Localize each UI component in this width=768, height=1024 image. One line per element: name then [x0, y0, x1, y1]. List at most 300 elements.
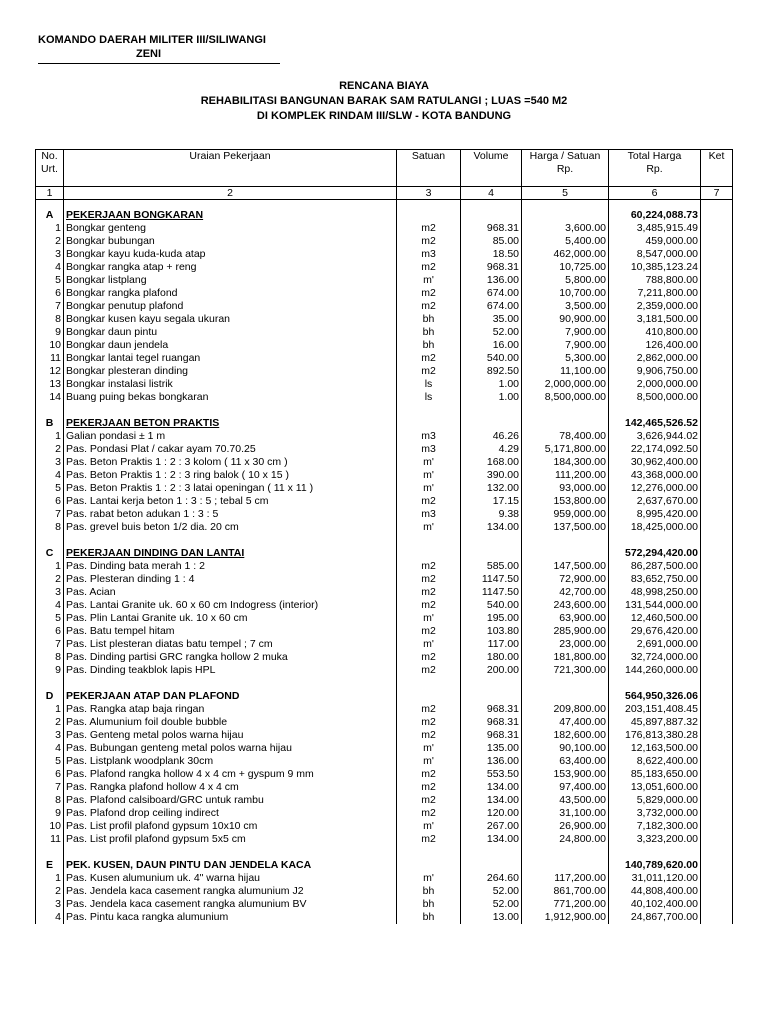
spacer-row	[36, 200, 733, 210]
item-note	[701, 235, 733, 248]
item-volume: 968.31	[461, 729, 522, 742]
item-number: 5	[36, 482, 64, 495]
item-description: Pas. Alumunium foil double bubble	[64, 716, 397, 729]
item-unit-price: 47,400.00	[522, 716, 609, 729]
item-note	[701, 222, 733, 235]
header-underline	[38, 63, 280, 64]
item-unit-price: 111,200.00	[522, 469, 609, 482]
table-row	[36, 638, 733, 651]
item-note	[701, 482, 733, 495]
table-row	[36, 521, 733, 534]
item-unit-price: 7,900.00	[522, 339, 609, 352]
item-description: Pas. List profil plafond gypsum 5x5 cm	[64, 833, 397, 846]
item-note	[701, 755, 733, 768]
item-unit: bh	[397, 339, 461, 352]
item-total: 12,276,000.00	[609, 482, 701, 495]
item-volume: 132.00	[461, 482, 522, 495]
item-number: 4	[36, 742, 64, 755]
item-description: Pas. Genteng metal polos warna hijau	[64, 729, 397, 742]
item-total: 2,359,000.00	[609, 300, 701, 313]
item-description: Bongkar listplang	[64, 274, 397, 287]
item-unit-price: 182,600.00	[522, 729, 609, 742]
item-description: Galian pondasi ± 1 m	[64, 430, 397, 443]
item-volume: 85.00	[461, 235, 522, 248]
item-unit: m'	[397, 638, 461, 651]
item-unit: m2	[397, 716, 461, 729]
item-total: 13,051,600.00	[609, 781, 701, 794]
item-description: Pas. Rangka atap baja ringan	[64, 703, 397, 716]
item-description: Bongkar penutup plafond	[64, 300, 397, 313]
item-volume: 968.31	[461, 261, 522, 274]
item-unit: m'	[397, 612, 461, 625]
item-volume: 16.00	[461, 339, 522, 352]
table-row	[36, 248, 733, 261]
item-unit: m'	[397, 521, 461, 534]
item-volume: 168.00	[461, 456, 522, 469]
item-volume: 540.00	[461, 352, 522, 365]
item-unit-price: 43,500.00	[522, 794, 609, 807]
item-total: 18,425,000.00	[609, 521, 701, 534]
item-note	[701, 352, 733, 365]
item-number: 6	[36, 287, 64, 300]
item-unit-price: 72,900.00	[522, 573, 609, 586]
item-unit-price: 771,200.00	[522, 898, 609, 911]
item-total: 5,829,000.00	[609, 794, 701, 807]
unit-name: ZENI	[136, 48, 162, 60]
item-unit: m3	[397, 430, 461, 443]
section-title: PEKERJAAN BONGKARAN	[64, 209, 397, 222]
item-note	[701, 768, 733, 781]
section-row	[36, 209, 733, 222]
item-unit-price: 1,912,900.00	[522, 911, 609, 924]
item-note	[701, 729, 733, 742]
item-unit-price: 285,900.00	[522, 625, 609, 638]
item-number: 4	[36, 469, 64, 482]
item-unit: m2	[397, 222, 461, 235]
item-unit: m'	[397, 482, 461, 495]
item-unit: bh	[397, 885, 461, 898]
item-total: 24,867,700.00	[609, 911, 701, 924]
item-unit-price: 10,700.00	[522, 287, 609, 300]
item-number: 1	[36, 430, 64, 443]
item-volume: 9.38	[461, 508, 522, 521]
item-number: 9	[36, 807, 64, 820]
section-title: PEKERJAAN BETON PRAKTIS	[64, 417, 397, 430]
section-code: C	[36, 547, 64, 560]
item-total: 144,260,000.00	[609, 664, 701, 677]
item-note	[701, 781, 733, 794]
table-row	[36, 885, 733, 898]
item-number: 10	[36, 820, 64, 833]
table-row	[36, 651, 733, 664]
item-unit: ls	[397, 391, 461, 404]
item-unit-price: 721,300.00	[522, 664, 609, 677]
item-unit-price: 3,600.00	[522, 222, 609, 235]
item-unit: m2	[397, 599, 461, 612]
item-unit-price: 184,300.00	[522, 456, 609, 469]
section-title: PEK. KUSEN, DAUN PINTU DAN JENDELA KACA	[64, 859, 397, 872]
item-description: Pas. Bubungan genteng metal polos warna hijau	[64, 742, 397, 755]
item-unit-price: 2,000,000.00	[522, 378, 609, 391]
item-unit-price: 5,800.00	[522, 274, 609, 287]
item-note	[701, 469, 733, 482]
item-unit: m2	[397, 287, 461, 300]
item-total: 2,691,000.00	[609, 638, 701, 651]
item-unit: bh	[397, 911, 461, 924]
item-number: 2	[36, 885, 64, 898]
org-name: KOMANDO DAERAH MILITER III/SILIWANGI	[38, 34, 266, 46]
item-number: 1	[36, 872, 64, 885]
item-note	[701, 638, 733, 651]
item-unit-price: 90,900.00	[522, 313, 609, 326]
item-number: 1	[36, 703, 64, 716]
item-total: 85,183,650.00	[609, 768, 701, 781]
item-note	[701, 274, 733, 287]
item-description: Bongkar rangka plafond	[64, 287, 397, 300]
item-total: 788,800.00	[609, 274, 701, 287]
item-total: 410,800.00	[609, 326, 701, 339]
item-volume: 1.00	[461, 378, 522, 391]
item-number: 7	[36, 300, 64, 313]
item-total: 30,962,400.00	[609, 456, 701, 469]
item-note	[701, 664, 733, 677]
item-description: Pas. Jendela kaca casement rangka alumunium J2	[64, 885, 397, 898]
item-number: 2	[36, 716, 64, 729]
item-number: 7	[36, 508, 64, 521]
item-unit-price: 23,000.00	[522, 638, 609, 651]
item-description: Pas. Acian	[64, 586, 397, 599]
item-note	[701, 495, 733, 508]
item-volume: 968.31	[461, 222, 522, 235]
item-unit-price: 5,171,800.00	[522, 443, 609, 456]
item-unit: m2	[397, 495, 461, 508]
item-unit: m'	[397, 274, 461, 287]
item-volume: 585.00	[461, 560, 522, 573]
item-total: 45,897,887.32	[609, 716, 701, 729]
item-volume: 120.00	[461, 807, 522, 820]
item-unit-price: 5,300.00	[522, 352, 609, 365]
item-description: Pas. List profil plafond gypsum 10x10 cm	[64, 820, 397, 833]
item-note	[701, 521, 733, 534]
item-number: 4	[36, 911, 64, 924]
item-number: 12	[36, 365, 64, 378]
item-unit: m2	[397, 625, 461, 638]
item-note	[701, 794, 733, 807]
col-total: Total Harga Rp.	[609, 150, 701, 187]
item-description: Bongkar rangka atap + reng	[64, 261, 397, 274]
table-row	[36, 807, 733, 820]
item-volume: 136.00	[461, 274, 522, 287]
item-unit: m'	[397, 872, 461, 885]
item-number: 5	[36, 612, 64, 625]
item-unit-price: 26,900.00	[522, 820, 609, 833]
table-row	[36, 755, 733, 768]
item-volume: 1147.50	[461, 573, 522, 586]
item-unit: m2	[397, 586, 461, 599]
item-volume: 134.00	[461, 781, 522, 794]
item-total: 2,000,000.00	[609, 378, 701, 391]
item-total: 8,547,000.00	[609, 248, 701, 261]
table-row	[36, 560, 733, 573]
item-unit: m'	[397, 469, 461, 482]
item-volume: 200.00	[461, 664, 522, 677]
item-description: Pas. grevel buis beton 1/2 dia. 20 cm	[64, 521, 397, 534]
item-number: 10	[36, 339, 64, 352]
item-total: 8,995,420.00	[609, 508, 701, 521]
item-note	[701, 612, 733, 625]
item-total: 3,732,000.00	[609, 807, 701, 820]
item-total: 83,652,750.00	[609, 573, 701, 586]
item-volume: 264.60	[461, 872, 522, 885]
item-unit-price: 24,800.00	[522, 833, 609, 846]
item-note	[701, 833, 733, 846]
item-unit: bh	[397, 313, 461, 326]
item-number: 9	[36, 326, 64, 339]
item-total: 7,211,800.00	[609, 287, 701, 300]
item-total: 86,287,500.00	[609, 560, 701, 573]
table-row	[36, 768, 733, 781]
item-number: 8	[36, 794, 64, 807]
item-total: 176,813,380.28	[609, 729, 701, 742]
item-number: 2	[36, 573, 64, 586]
item-note	[701, 599, 733, 612]
item-total: 40,102,400.00	[609, 898, 701, 911]
item-description: Pas. Plesteran dinding 1 : 4	[64, 573, 397, 586]
section-code: B	[36, 417, 64, 430]
item-total: 3,485,915.49	[609, 222, 701, 235]
item-note	[701, 248, 733, 261]
item-note	[701, 911, 733, 924]
item-unit-price: 462,000.00	[522, 248, 609, 261]
item-note	[701, 898, 733, 911]
item-total: 9,906,750.00	[609, 365, 701, 378]
item-unit-price: 7,900.00	[522, 326, 609, 339]
item-unit: m2	[397, 573, 461, 586]
item-note	[701, 287, 733, 300]
item-description: Bongkar instalasi listrik	[64, 378, 397, 391]
item-unit: m2	[397, 352, 461, 365]
item-unit: m2	[397, 560, 461, 573]
item-number: 3	[36, 586, 64, 599]
item-unit: m2	[397, 768, 461, 781]
item-unit-price: 97,400.00	[522, 781, 609, 794]
spacer-row	[36, 846, 733, 859]
item-volume: 540.00	[461, 599, 522, 612]
item-description: Pas. Listplank woodplank 30cm	[64, 755, 397, 768]
table-row	[36, 287, 733, 300]
table-row	[36, 300, 733, 313]
item-description: Pas. Rangka plafond hollow 4 x 4 cm	[64, 781, 397, 794]
item-unit-price: 3,500.00	[522, 300, 609, 313]
item-note	[701, 261, 733, 274]
spacer-row	[36, 677, 733, 690]
item-unit-price: 93,000.00	[522, 482, 609, 495]
item-unit-price: 861,700.00	[522, 885, 609, 898]
item-unit-price: 181,800.00	[522, 651, 609, 664]
item-note	[701, 560, 733, 573]
item-description: Pas. Pondasi Plat / cakar ayam 70.70.25	[64, 443, 397, 456]
item-unit: m3	[397, 508, 461, 521]
item-unit: m2	[397, 794, 461, 807]
item-note	[701, 365, 733, 378]
item-number: 6	[36, 495, 64, 508]
item-number: 2	[36, 235, 64, 248]
item-description: Bongkar kayu kuda-kuda atap	[64, 248, 397, 261]
section-row	[36, 547, 733, 560]
item-unit-price: 63,400.00	[522, 755, 609, 768]
item-description: Bongkar lantai tegel ruangan	[64, 352, 397, 365]
item-unit-price: 153,800.00	[522, 495, 609, 508]
item-volume: 674.00	[461, 300, 522, 313]
item-description: Bongkar kusen kayu segala ukuran	[64, 313, 397, 326]
item-number: 7	[36, 781, 64, 794]
item-number: 3	[36, 898, 64, 911]
item-number: 8	[36, 313, 64, 326]
section-total: 572,294,420.00	[609, 547, 701, 560]
item-unit: bh	[397, 898, 461, 911]
item-unit-price: 42,700.00	[522, 586, 609, 599]
item-unit-price: 153,900.00	[522, 768, 609, 781]
item-volume: 117.00	[461, 638, 522, 651]
item-number: 1	[36, 560, 64, 573]
item-note	[701, 430, 733, 443]
section-code: E	[36, 859, 64, 872]
item-total: 10,385,123.24	[609, 261, 701, 274]
item-unit: m2	[397, 833, 461, 846]
item-unit: m2	[397, 807, 461, 820]
item-total: 12,460,500.00	[609, 612, 701, 625]
table-row	[36, 625, 733, 638]
item-description: Bongkar daun pintu	[64, 326, 397, 339]
item-unit: m2	[397, 651, 461, 664]
table-row	[36, 872, 733, 885]
item-total: 8,622,400.00	[609, 755, 701, 768]
item-volume: 103.80	[461, 625, 522, 638]
table-row	[36, 495, 733, 508]
table-row	[36, 794, 733, 807]
item-description: Pas. Dinding teakblok lapis HPL	[64, 664, 397, 677]
item-note	[701, 573, 733, 586]
item-unit-price: 31,100.00	[522, 807, 609, 820]
item-volume: 52.00	[461, 885, 522, 898]
column-number-row: 1 2 3 4 5 6 7	[36, 187, 733, 200]
item-number: 6	[36, 625, 64, 638]
col-no: No. Urt.	[36, 150, 64, 187]
item-note	[701, 703, 733, 716]
item-unit: ls	[397, 378, 461, 391]
table-row	[36, 781, 733, 794]
item-unit-price: 243,600.00	[522, 599, 609, 612]
table-row	[36, 482, 733, 495]
item-volume: 4.29	[461, 443, 522, 456]
item-note	[701, 651, 733, 664]
item-unit-price: 78,400.00	[522, 430, 609, 443]
item-note	[701, 313, 733, 326]
item-number: 3	[36, 729, 64, 742]
item-total: 3,323,200.00	[609, 833, 701, 846]
item-unit-price: 117,200.00	[522, 872, 609, 885]
section-row	[36, 417, 733, 430]
item-volume: 136.00	[461, 755, 522, 768]
item-number: 8	[36, 651, 64, 664]
item-number: 3	[36, 248, 64, 261]
item-description: Pas. Pintu kaca rangka alumunium	[64, 911, 397, 924]
table-row	[36, 261, 733, 274]
item-note	[701, 378, 733, 391]
section-code: D	[36, 690, 64, 703]
item-total: 7,182,300.00	[609, 820, 701, 833]
item-total: 459,000.00	[609, 235, 701, 248]
item-number: 11	[36, 352, 64, 365]
item-volume: 390.00	[461, 469, 522, 482]
item-volume: 195.00	[461, 612, 522, 625]
item-volume: 267.00	[461, 820, 522, 833]
item-total: 2,637,670.00	[609, 495, 701, 508]
item-total: 43,368,000.00	[609, 469, 701, 482]
item-description: Bongkar plesteran dinding	[64, 365, 397, 378]
item-total: 29,676,420.00	[609, 625, 701, 638]
item-note	[701, 300, 733, 313]
item-description: Pas. Beton Praktis 1 : 2 : 3 ring balok ( 10 x 15 )	[64, 469, 397, 482]
item-unit: m2	[397, 781, 461, 794]
table-row	[36, 339, 733, 352]
table-row	[36, 378, 733, 391]
item-unit: m2	[397, 365, 461, 378]
item-description: Pas. Plafond calsiboard/GRC untuk rambu	[64, 794, 397, 807]
item-description: Pas. Dinding partisi GRC rangka hollow 2 muka	[64, 651, 397, 664]
item-number: 11	[36, 833, 64, 846]
item-note	[701, 508, 733, 521]
table-row	[36, 326, 733, 339]
item-description: Buang puing bekas bongkaran	[64, 391, 397, 404]
section-title: PEKERJAAN DINDING DAN LANTAI	[64, 547, 397, 560]
table-row	[36, 235, 733, 248]
table-row	[36, 222, 733, 235]
item-total: 32,724,000.00	[609, 651, 701, 664]
item-unit: m2	[397, 664, 461, 677]
item-total: 44,808,400.00	[609, 885, 701, 898]
item-number: 14	[36, 391, 64, 404]
table-row	[36, 430, 733, 443]
item-note	[701, 742, 733, 755]
table-row	[36, 911, 733, 924]
item-description: Bongkar genteng	[64, 222, 397, 235]
item-total: 48,998,250.00	[609, 586, 701, 599]
table-body	[36, 200, 733, 925]
item-total: 31,011,120.00	[609, 872, 701, 885]
item-unit: m'	[397, 820, 461, 833]
table-row	[36, 833, 733, 846]
section-code: A	[36, 209, 64, 222]
item-unit-price: 8,500,000.00	[522, 391, 609, 404]
table-row	[36, 469, 733, 482]
item-note	[701, 625, 733, 638]
item-unit: m2	[397, 235, 461, 248]
item-unit: bh	[397, 326, 461, 339]
item-volume: 892.50	[461, 365, 522, 378]
item-volume: 134.00	[461, 521, 522, 534]
item-note	[701, 339, 733, 352]
section-title: PEKERJAAN ATAP DAN PLAFOND	[64, 690, 397, 703]
item-description: Pas. Batu tempel hitam	[64, 625, 397, 638]
item-volume: 13.00	[461, 911, 522, 924]
table-row	[36, 391, 733, 404]
item-description: Pas. Beton Praktis 1 : 2 : 3 latai openingan ( 11 x 11 )	[64, 482, 397, 495]
item-unit: m'	[397, 456, 461, 469]
item-total: 203,151,408.45	[609, 703, 701, 716]
cost-table	[35, 149, 733, 924]
item-description: Pas. Dinding bata merah 1 : 2	[64, 560, 397, 573]
